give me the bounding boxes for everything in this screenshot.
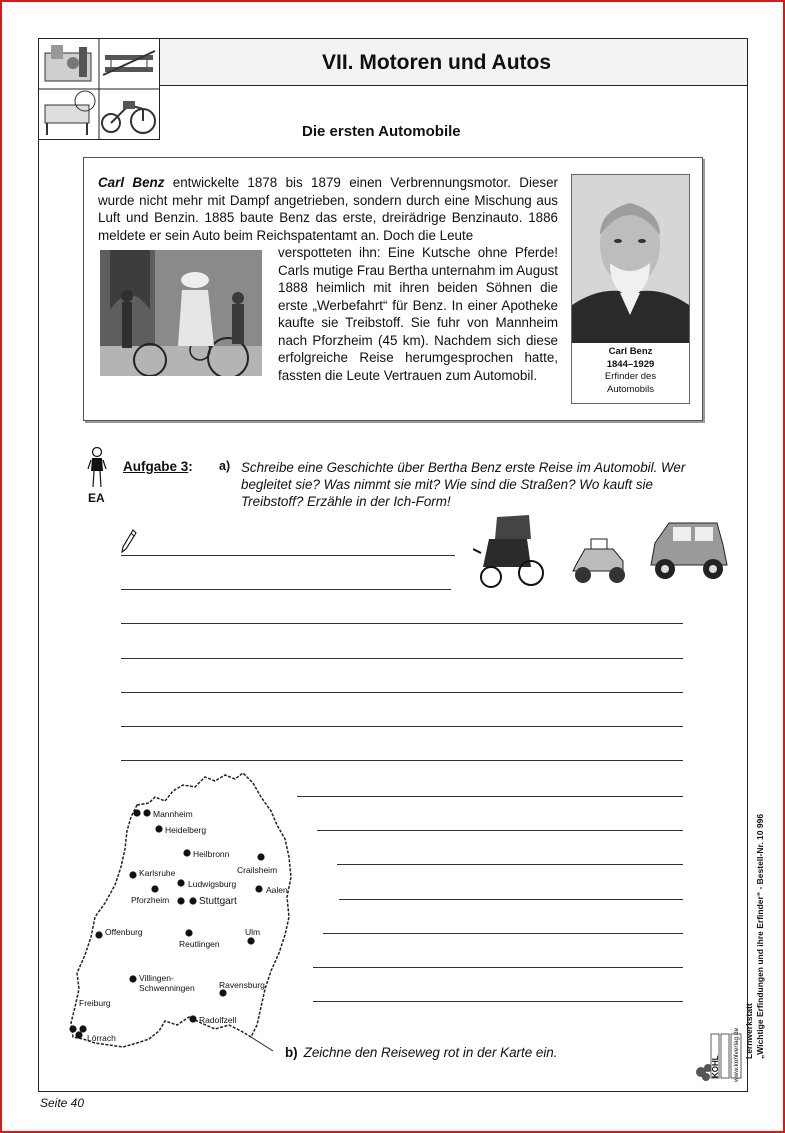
chapter-header <box>160 39 747 86</box>
old-roadster-icon <box>573 539 625 583</box>
map-town: Villingen- <box>139 973 174 983</box>
task-label: Aufgabe 3: <box>123 459 193 474</box>
map-town: Reutlingen <box>179 939 220 949</box>
person-icon <box>87 447 107 493</box>
map-town: Offenburg <box>105 927 143 937</box>
writing-line <box>121 658 683 659</box>
writing-line <box>297 796 683 797</box>
page-subtitle: Die ersten Automobile <box>302 123 461 140</box>
page-number: Seite 40 <box>40 1096 85 1110</box>
task-part-b: b) Zeichne den Reiseweg rot in der Karte ein. <box>285 1045 558 1060</box>
info-text-intro: Carl Benz entwickelte 1878 bis 1879 einen Verbrennungsmotor. Dieser wurde nicht mehr mit Dampf angetrieben, sondern durch eine Mischung aus Luft und Benzin. 1885 baute Benz das erste, dreirädrige Benzinauto. 1886 meldete er sein Auto beim Reichspatentamt an. Doch die Leute <box>98 175 559 243</box>
writing-line <box>339 899 683 900</box>
logo-text: KOHL <box>711 1055 720 1078</box>
writing-line <box>121 623 683 624</box>
airplane-icon <box>103 51 155 75</box>
writing-line <box>121 555 455 556</box>
writing-line <box>323 933 683 934</box>
classic-sedan-icon <box>651 523 727 579</box>
publisher-url: www.kohlverlag.de <box>733 1027 740 1082</box>
info-box <box>83 157 703 421</box>
map-town: Stuttgart <box>199 896 237 907</box>
pencil-icon <box>121 529 137 553</box>
publisher-logo <box>691 1014 751 1084</box>
writing-line <box>121 760 683 761</box>
carl-benz-portrait <box>571 174 690 404</box>
writing-line <box>317 830 683 831</box>
chapter-title: VII. Motoren und Autos <box>322 51 552 74</box>
writing-line <box>121 589 451 590</box>
writing-line <box>313 967 683 968</box>
writing-line <box>313 1001 683 1002</box>
bertha-benz-photo <box>100 250 262 376</box>
publisher-sidebar: Lernwerkstatt „Wichtige Erfindungen und ihre Erfinder“ - Bestell-Nr. 10 996 <box>744 813 765 1059</box>
map-town: Radolfzell <box>199 1015 237 1025</box>
map-town: Freiburg <box>79 998 111 1008</box>
map-town: Heilbronn <box>193 849 230 859</box>
writing-line <box>121 692 683 693</box>
map-town: Schwenningen <box>139 983 195 993</box>
map-town: Aalen <box>266 885 288 895</box>
map-town: Ulm <box>245 927 261 937</box>
map-town: Ravensburg <box>219 980 265 990</box>
loom-icon <box>45 45 91 81</box>
vintage-cars-illustration <box>473 509 731 593</box>
early-car-icon <box>102 101 155 133</box>
writing-line <box>121 726 683 727</box>
map-town: Mannheim <box>153 809 193 819</box>
task-instructions: Schreibe eine Geschichte über Bertha Benz erste Reise im Automobil. Wer begleitet sie? Was nimmt sie mit? Wie sind die Straßen? Wo kauft sie Treibstoff? Erzähle in der Ich-Form! <box>241 460 686 509</box>
map-town: Lörrach <box>87 1033 116 1043</box>
portrait-photo <box>572 175 689 343</box>
map-town: Heidelberg <box>165 825 207 835</box>
info-text-rest: verspotteten ihn: Eine Kutsche ohne Pferde! Carls mutige Frau Bertha unternahm im August 1888 heimlich mit ihren beiden Söhnen die erste „Werbefahrt“ für Benz. In einer Apotheke kaufte sie Treibstoff. Sie fuhr von Mannheim nach Pforzheim (45 km). Nachdem sich diese erfolgreiche Reise herumgesprochen hatte, fassten die Leute Vertrauen zum Automobil. <box>278 245 558 383</box>
inventor-name: Carl Benz <box>98 175 165 190</box>
map-town: Crailsheim <box>237 865 278 875</box>
map-town: Pforzheim <box>131 895 170 905</box>
map-town: Ludwigsburg <box>188 879 237 889</box>
baden-wuerttemberg-map <box>65 767 300 1059</box>
spinning-wheel-icon <box>45 91 95 135</box>
worksheet <box>38 38 765 1092</box>
work-form-badge: EA <box>88 491 105 505</box>
map-town: Karlsruhe <box>139 868 176 878</box>
header-icons <box>39 39 160 140</box>
writing-line <box>337 864 683 865</box>
task-part-a-marker: a) <box>219 459 231 473</box>
motor-carriage-icon <box>473 515 543 587</box>
portrait-caption: Carl Benz 1844–1929 Erfinder des Automobils <box>604 346 657 395</box>
